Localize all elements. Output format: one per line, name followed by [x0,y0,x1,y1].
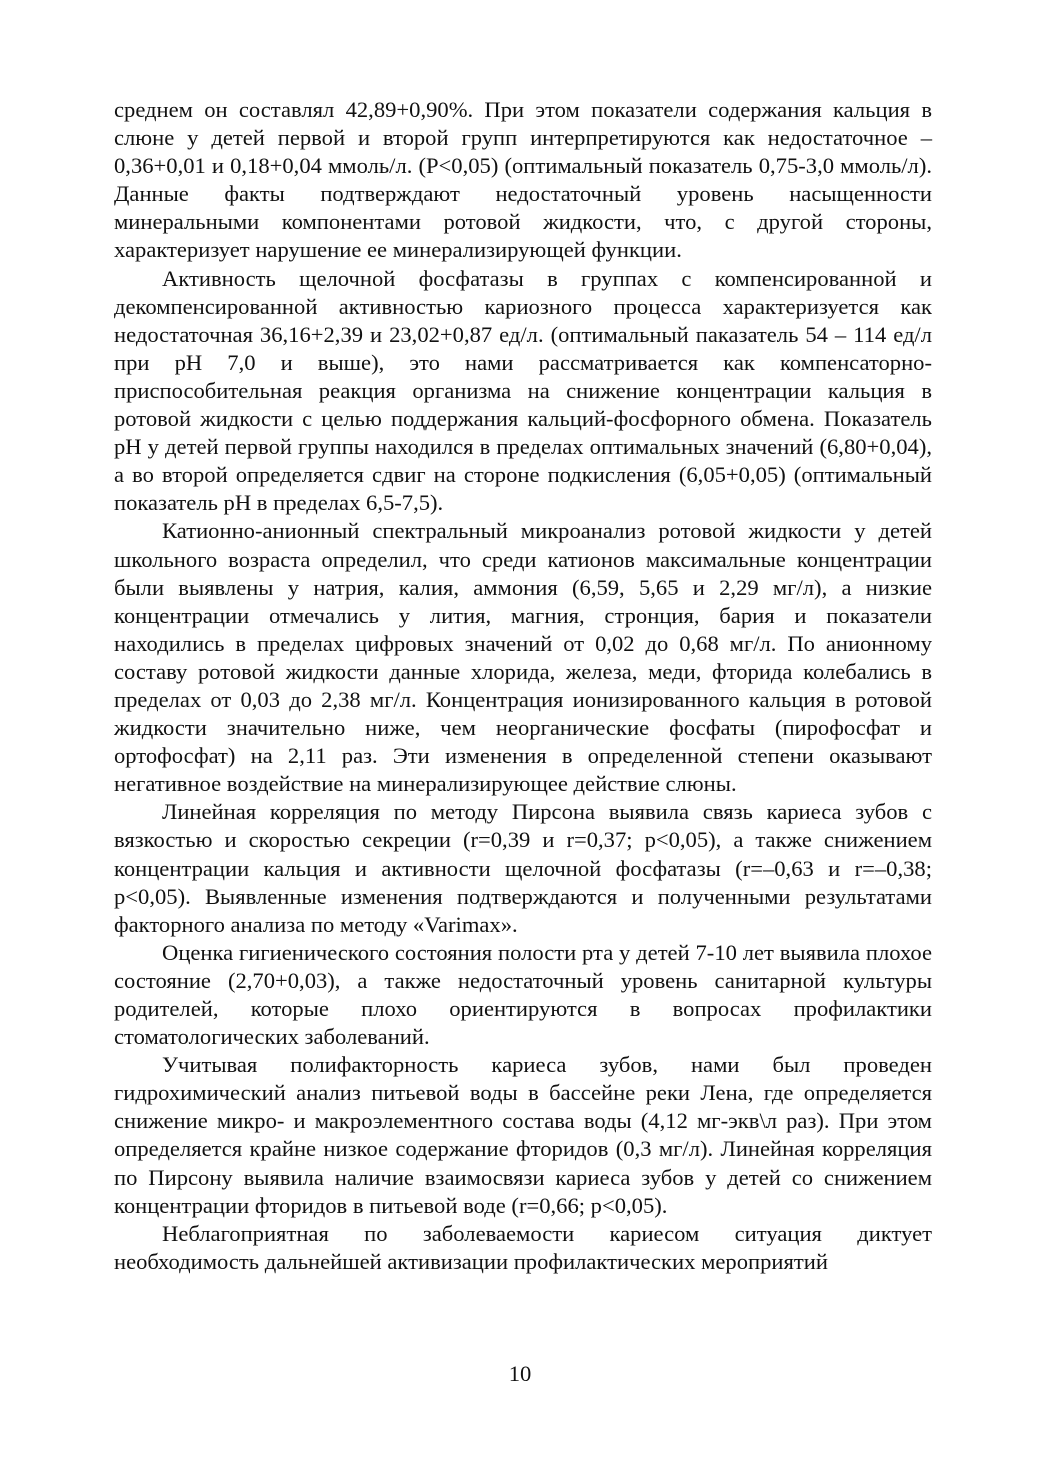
body-text [114,96,932,1276]
paragraph-3: Катионно-анионный спектральный микроанализ ротовой жидкости у детей школьного возраста определил, что среди катионов максимальные концентрации были выявлены у натрия, калия, аммония (6,59, 5,65 и 2,29 мг/л), а низкие концентрации отмечались у лития, магния, стронция, бария и показатели находились в пределах цифровых значений от 0,02 до 0,68 мг/л. По анионному составу ротовой жидкости данные хлорида, железа, меди, фторида колебались в пределах от 0,03 до 2,38 мг/л. Концентрация ионизированного кальция в ротовой жидкости значительно ниже, чем неорганические фосфаты (пирофосфат и ортофосфат) на 2,11 раз. Эти изменения в определенной степени оказывают негативное воздействие на минерализирующее действие слюны. [114,518,932,797]
paragraph-4: Линейная корреляция по методу Пирсона выявила связь кариеса зубов с вязкостью и скоростью секреции (r=0,39 и r=0,37; p<0,05), а также снижением концентрации кальция и активности щелочной фосфатазы (r=–0,63 и r=–0,38; p<0,05). Выявленные изменения подтверждаются и полученными результатами факторного анализа по методу «Varimax». [114,799,932,937]
paragraph-5: Оценка гигиенического состояния полости рта у детей 7-10 лет выявила плохое состояние (2,70+0,03), а также недостаточный уровень санитарной культуры родителей, которые плохо ориентируются в вопросах профилактики стоматологических заболеваний. [114,939,932,1050]
paragraph-2: Активность щелочной фосфатазы в группах с компенсированной и декомпенсированной активностью кариозного процесса характеризуется как недостаточная 36,16+2,39 и 23,02+0,87 ед/л. (оптимальный паказатель 54 – 114 ед/л при pH 7,0 и выше), это нами рассматривается как компенсаторно-приспособительная реакция организма на снижение концентрации кальция в ротовой жидкости с целью поддержания кальций-фосфорного обмена. Показатель pH у детей первой группы находился в пределах оптимальных значений (6,80+0,04), а во второй определяется сдвиг на стороне подкисления (6,05+0,05) (оптимальный показатель pH в пределах 6,5-7,5). [114,265,932,516]
paragraph-7: Неблагоприятная по заболеваемости кариесом ситуация диктует необходимость дальнейшей активизации профилактических мероприятий [114,1220,932,1274]
paragraph-6: Учитывая полифакторность кариеса зубов, нами был проведен гидрохимический анализ питьевой воды в бассейне реки Лена, где определяется снижение микро- и макроэлементного состава воды (4,12 мг-экв\л раз). При этом определяется крайне низкое содержание фторидов (0,3 мг/л). Линейная корреляция по Пирсону выявила наличие взаимосвязи кариеса зубов у детей со снижением концентрации фторидов в питьевой воде (r=0,66; p<0,05). [114,1052,932,1218]
paragraph-1: среднем он составлял 42,89+0,90%. При этом показатели содержания кальция в слюне у детей первой и второй групп интерпретируются как недостаточное – 0,36+0,01 и 0,18+0,04 ммоль/л. (Р<0,05) (оптимальный показатель 0,75-3,0 ммоль/л). Данные факты подтверждают недостаточный уровень насыщенности минеральными компонентами ротовой жидкости, что, с другой стороны, характеризует нарушение ее минерализирующей функции. [114,97,932,263]
page-number: 10 [508,1361,532,1386]
